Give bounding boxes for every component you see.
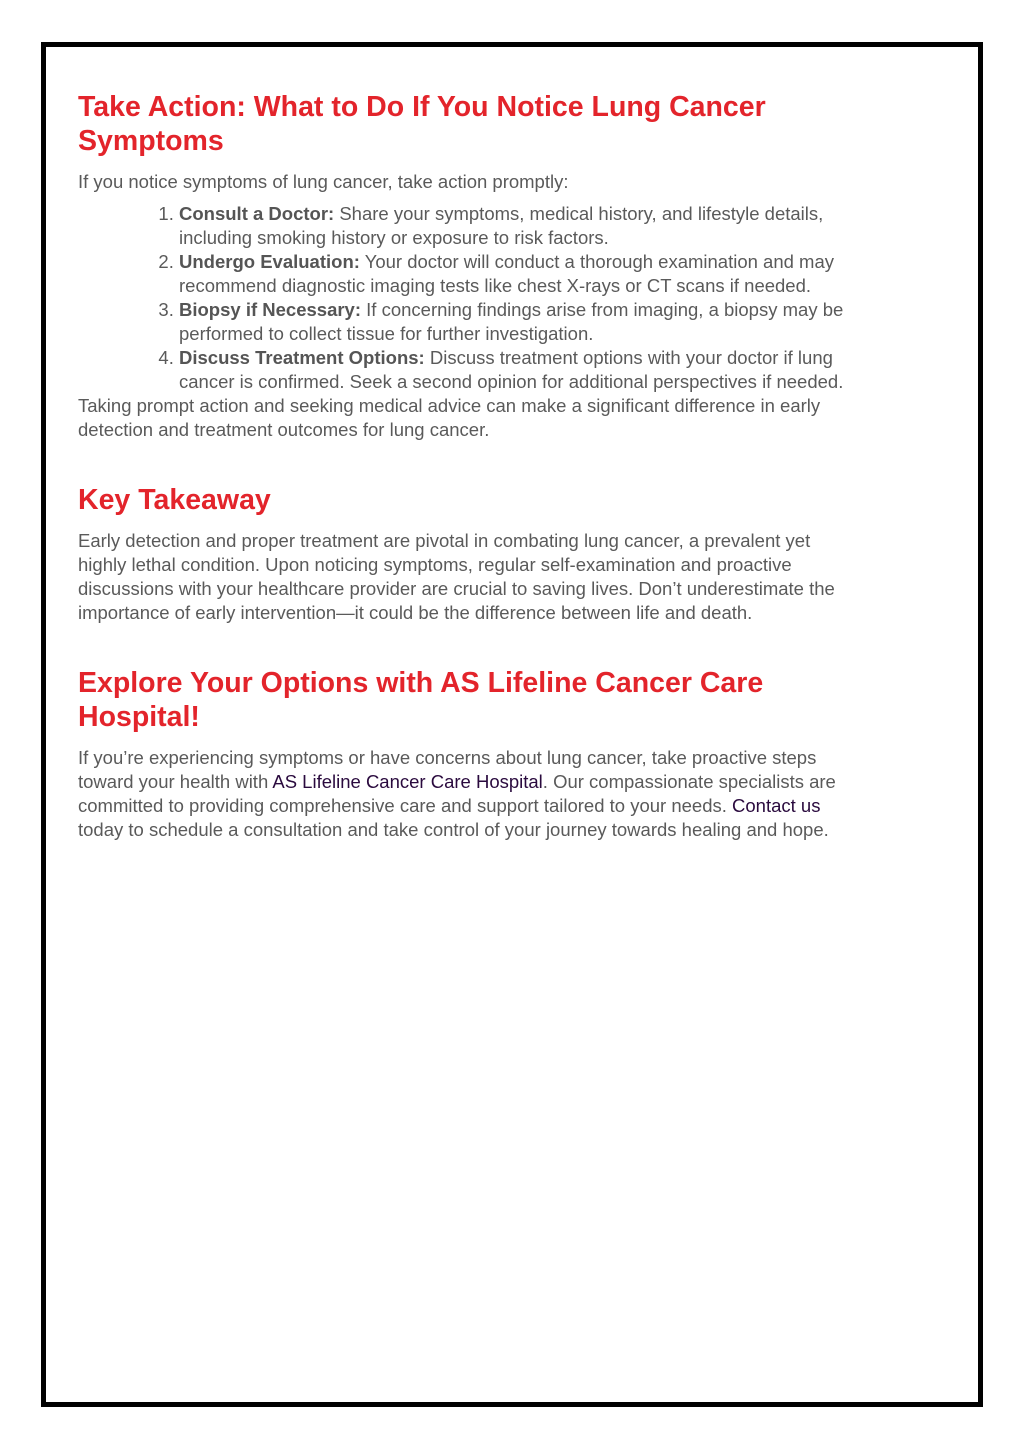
action-steps-list (78, 202, 858, 394)
key-takeaway-body: Early detection and proper treatment are pivotal in combating lung cancer, a prevalent yet highly lethal condition. Upon noticing symptoms, regular self-examination and proactive discussions with your healthcare provider are crucial to saving lives. Don’t underestimate the importance of early intervention—it could be the difference between life and death. (78, 530, 835, 623)
hospital-link[interactable]: AS Lifeline Cancer Care Hospital (272, 771, 543, 792)
document-content (78, 90, 858, 842)
step-heading: Biopsy if Necessary: (179, 299, 362, 320)
contact-us-link[interactable]: Contact us (732, 795, 821, 816)
step-text: Discuss treatment options with your doctor if lung cancer is confirmed. Seek a second opinion for additional perspectives if needed. (179, 347, 844, 392)
list-item (179, 346, 858, 394)
explore-options-body (78, 746, 858, 842)
step-text: Share your symptoms, medical history, and lifestyle details, including smoking history or exposure to risk factors. (179, 203, 824, 248)
body-text: today to schedule a consultation and take control of your journey towards healing and hope. (78, 819, 829, 840)
body-text: . Our compassionate specialists are committed to providing comprehensive care and support tailored to your needs. (78, 771, 836, 816)
explore-options-heading: Explore Your Options with AS Lifeline Cancer Care Hospital! (78, 667, 764, 733)
body-text: If you’re experiencing symptoms or have concerns about lung cancer, take proactive steps toward your health with (78, 747, 817, 792)
take-action-heading: Take Action: What to Do If You Notice Lung Cancer Symptoms (78, 91, 766, 157)
key-takeaway-heading: Key Takeaway (78, 484, 271, 516)
step-text: If concerning findings arise from imaging, a biopsy may be performed to collect tissue for further investigation. (179, 299, 844, 344)
take-action-closing: Taking prompt action and seeking medical advice can make a significant difference in early detection and treatment outcomes for lung cancer. (78, 395, 821, 440)
step-heading: Discuss Treatment Options: (179, 347, 425, 368)
step-heading: Consult a Doctor: (179, 203, 335, 224)
step-heading: Undergo Evaluation: (179, 251, 360, 272)
list-item (179, 250, 858, 298)
take-action-intro: If you notice symptoms of lung cancer, take action promptly: (78, 171, 569, 192)
list-item (179, 202, 858, 250)
list-item (179, 298, 858, 346)
step-text: Your doctor will conduct a thorough examination and may recommend diagnostic imaging tests like chest X-rays or CT scans if needed. (179, 251, 835, 296)
